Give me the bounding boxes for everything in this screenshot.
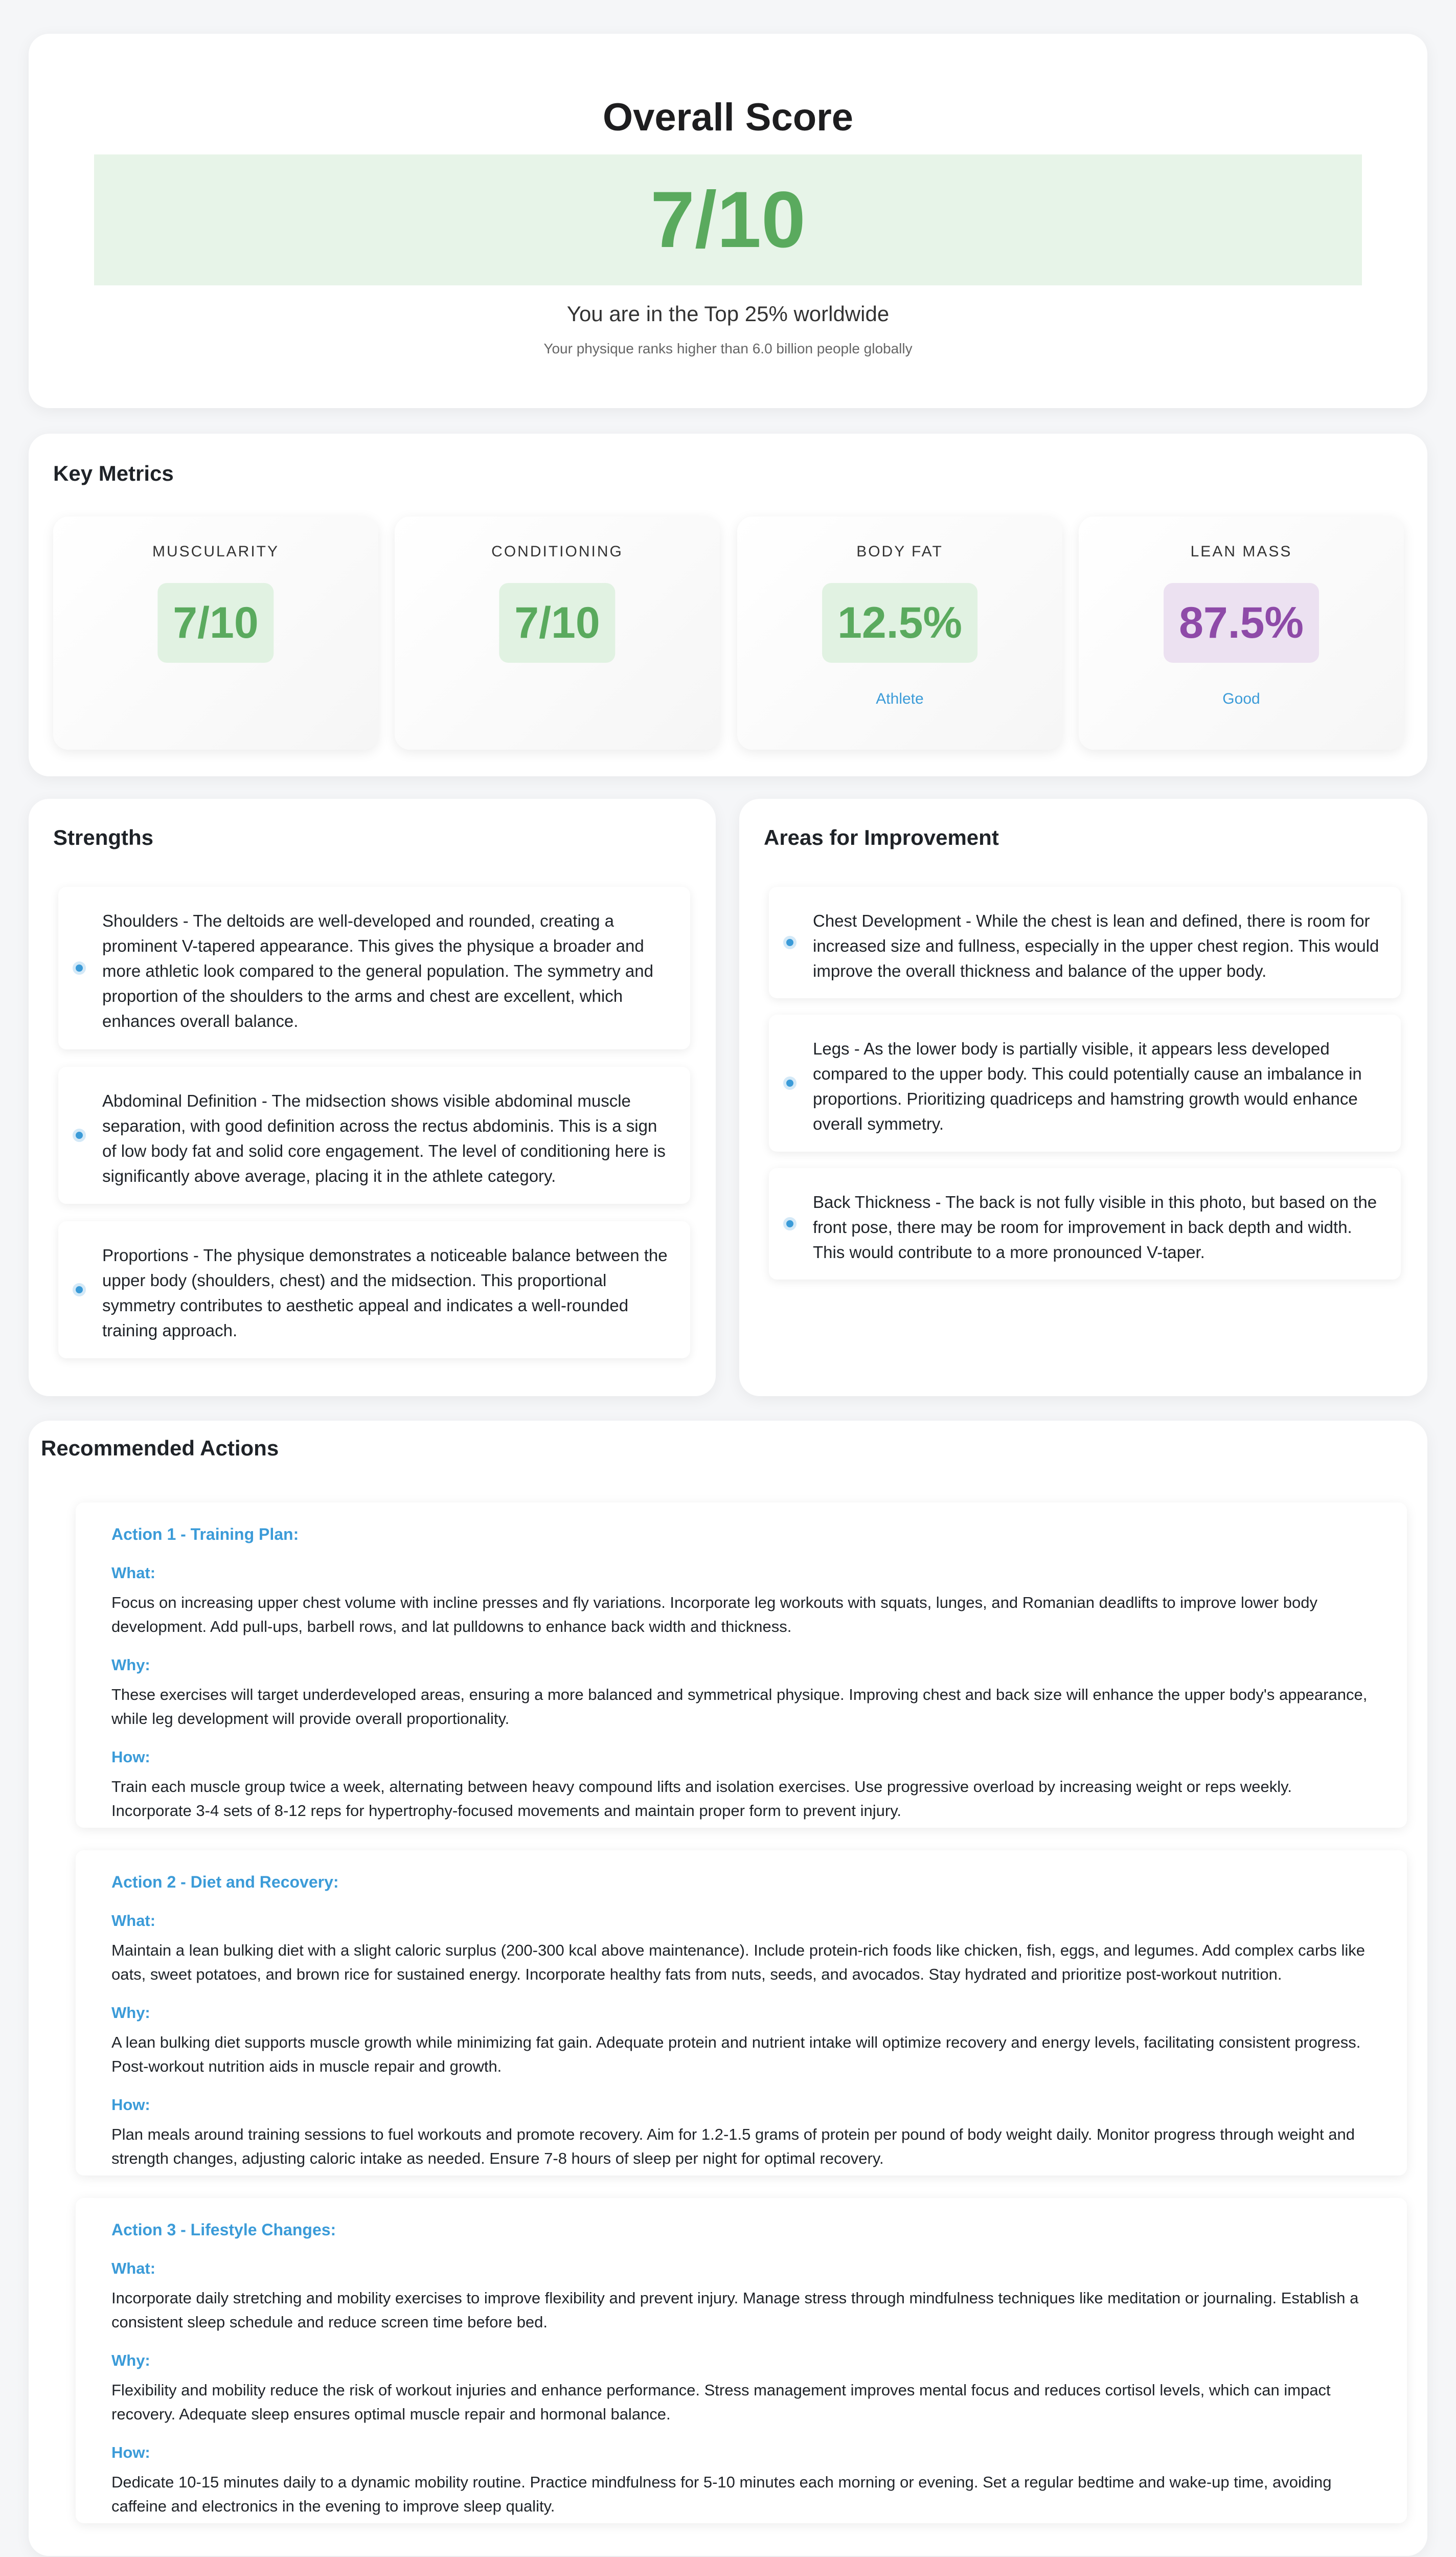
action-why-text: Flexibility and mobility reduce the risk of workout injuries and enhance performance. Stress management improves mental focus and reduces cortisol levels, which can impact recovery. Adequate sleep ensures optimal muscle repair and hormonal balance. [111, 2381, 1331, 2423]
action-how-text: Dedicate 10-15 minutes daily to a dynamic mobility routine. Practice mindfulness for 5-10 minutes each morning or evening. Set a regular bedtime and wake-up time, avoiding caffeine and electronics in the evening to improve sleep quality. [111, 2473, 1332, 2515]
overall-score-card [29, 34, 1427, 408]
action-what-label: What: [111, 1912, 156, 1930]
improvement-title: Areas for Improvement [764, 825, 999, 849]
strengths-card [29, 799, 716, 1396]
improvement-text: Chest Development - While the chest is lean and defined, there is room for increased size and fullness, especially in the upper chest region. This would improve the overall thickness and balance of the upper body. [813, 911, 1379, 980]
bullet-dot-icon [73, 1283, 86, 1296]
strength-text: Shoulders - The deltoids are well-developed and rounded, creating a prominent V-tapered appearance. This gives the physique a broader and more athletic look compared to the general population. The symmetry and proportion of the shoulders to the arms and chest are excellent, which enhances overall balance. [102, 911, 653, 1030]
metric-label: MUSCULARITY [152, 543, 280, 560]
rank-text: You are in the Top 25% worldwide [566, 302, 890, 326]
strength-item [58, 1221, 690, 1358]
action-title: Action 2 - Diet and Recovery: [111, 1873, 339, 1891]
metric-lean-mass [1079, 517, 1404, 750]
metric-note: Athlete [876, 690, 924, 707]
improvement-item [769, 1015, 1401, 1152]
bullet-dot-icon [783, 1217, 797, 1230]
metric-value: 87.5% [1164, 583, 1319, 663]
improvement-item [769, 1168, 1401, 1280]
action-title: Action 1 - Training Plan: [111, 1525, 299, 1543]
bullet-dot-icon [783, 936, 797, 949]
action-item [76, 1502, 1407, 1828]
metric-conditioning [395, 517, 720, 750]
strength-item [58, 887, 690, 1049]
key-metrics-card [29, 434, 1427, 776]
improvement-text: Back Thickness - The back is not fully visible in this photo, but based on the front pose, there may be room for improvement in back depth and width. This would contribute to a more pronounced V-taper. [813, 1193, 1377, 1262]
metric-value: 7/10 [499, 583, 615, 663]
bullet-dot-icon [783, 1076, 797, 1090]
action-how-label: How: [111, 2096, 150, 2114]
action-what-text: Maintain a lean bulking diet with a slight caloric surplus (200-300 kcal above maintenance). Include protein-rich foods like chicken, fish, eggs, and legumes. Add complex carbs like oats, sweet potatoes, and brown rice for sustained energy. Incorporate healthy fats from nuts, seeds, and avocados. Stay hydrated and prioritize post-workout nutrition. [111, 1941, 1366, 1983]
overall-score-value: 7/10 [650, 175, 806, 264]
bullet-dot-icon [73, 961, 86, 975]
metric-muscularity [53, 517, 378, 750]
action-title: Action 3 - Lifestyle Changes: [111, 2220, 336, 2239]
bullet-dot-icon [73, 1129, 86, 1142]
action-how-text: Plan meals around training sessions to fuel workouts and promote recovery. Aim for 1.2-1.5 grams of protein per pound of body weight daily. Monitor progress through weight and strength changes, adjusting caloric intake as needed. Ensure 7-8 hours of sleep per night for optimal recovery. [111, 2125, 1355, 2167]
action-why-label: Why: [111, 1656, 150, 1674]
improvement-text: Legs - As the lower body is partially visible, it appears less developed compared to the upper body. This could potentially cause an imbalance in proportions. Prioritizing quadriceps and hamstring growth would enhance overall symmetry. [813, 1039, 1362, 1133]
metric-value: 7/10 [157, 583, 274, 663]
action-item [76, 1850, 1407, 2175]
improvement-card [739, 799, 1427, 1396]
action-what-label: What: [111, 1564, 156, 1582]
recommended-actions-title: Recommended Actions [41, 1436, 279, 1460]
metric-note: Good [1222, 690, 1260, 707]
strength-text: Abdominal Definition - The midsection shows visible abdominal muscle separation, with good definition across the rectus abdominis. This is a sign of low body fat and solid core engagement. The level of conditioning here is significantly above average, placing it in the athlete category. [102, 1091, 666, 1185]
action-what-text: Incorporate daily stretching and mobility exercises to improve flexibility and prevent injury. Manage stress through mindfulness techniques like meditation or journaling. Establish a consistent sleep schedule and reduce screen time before bed. [111, 2289, 1359, 2331]
improvement-item [769, 887, 1401, 998]
overall-score-band [94, 154, 1362, 285]
rank-subtext: Your physique ranks higher than 6.0 billion people globally [543, 341, 913, 356]
action-why-text: These exercises will target underdeveloped areas, ensuring a more balanced and symmetrical physique. Improving chest and back size will enhance the upper body's appearance, while leg development will provide overall proportionality. [111, 1686, 1368, 1728]
action-why-label: Why: [111, 2004, 150, 2022]
action-why-label: Why: [111, 2351, 150, 2369]
action-how-label: How: [111, 2443, 150, 2461]
strength-text: Proportions - The physique demonstrates a noticeable balance between the upper body (shoulders, chest) and the midsection. This proportional symmetry contributes to aesthetic appeal and indicates a well-rounded training approach. [102, 1246, 668, 1340]
action-item [76, 2198, 1407, 2523]
recommended-actions-card [29, 1421, 1427, 2556]
strength-item [58, 1067, 690, 1204]
strengths-title: Strengths [53, 825, 154, 849]
metric-label: LEAN MASS [1190, 543, 1292, 560]
action-what-label: What: [111, 2259, 156, 2277]
action-why-text: A lean bulking diet supports muscle growth while minimizing fat gain. Adequate protein and nutrient intake will optimize recovery and energy levels, facilitating consistent progress. Post-workout nutrition aids in muscle repair and growth. [111, 2033, 1361, 2075]
action-how-text: Train each muscle group twice a week, alternating between heavy compound lifts and isolation exercises. Use progressive overload by increasing weight or reps weekly. Incorporate 3-4 sets of 8-12 reps for hypertrophy-focused movements and maintain proper form to prevent injury. [111, 1778, 1292, 1820]
action-how-label: How: [111, 1748, 150, 1766]
overall-score-title: Overall Score [602, 96, 854, 139]
metric-body-fat [737, 517, 1062, 750]
metric-label: BODY FAT [856, 543, 943, 560]
metric-label: CONDITIONING [491, 543, 623, 560]
metric-value: 12.5% [822, 583, 977, 663]
action-what-text: Focus on increasing upper chest volume with incline presses and fly variations. Incorporate leg workouts with squats, lunges, and Romanian deadlifts to improve lower body development. Add pull-ups, barbell rows, and lat pulldowns to enhance back width and thickness. [111, 1594, 1317, 1635]
key-metrics-title: Key Metrics [53, 461, 174, 485]
